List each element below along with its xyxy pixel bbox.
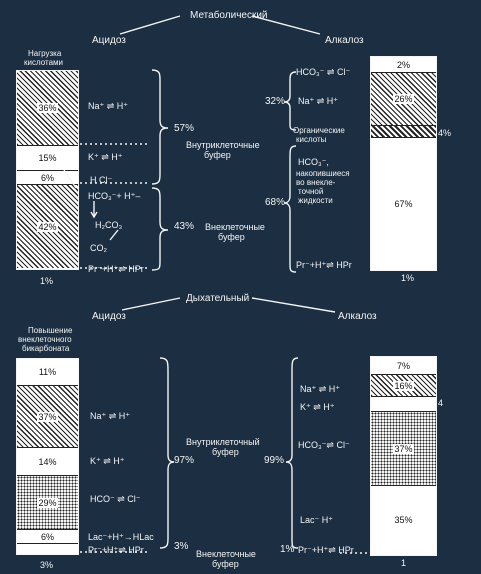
metabolic-left-bottom-percent: 1% [40, 276, 54, 286]
bar-segment: 37% [17, 385, 78, 447]
metabolic-extracellular-label-2: буфер [218, 232, 245, 242]
resp-reaction-na-h: Na⁺ ⇌ H⁺ [90, 411, 131, 421]
hco3-accum-label-1: HCO₃⁻, [298, 157, 329, 167]
metabolic-intracellular-brace [152, 70, 168, 184]
reaction-na-h-alk: Na⁺ ⇌ H⁺ [298, 96, 339, 106]
reaction-k-h: K⁺ ⇌ H⁺ [88, 152, 123, 162]
resp-alk-reaction-pr-hpr: Pr⁻+H⁺⇌ HPr [298, 545, 354, 555]
bar-segment: 7% [371, 357, 436, 374]
bar-segment: 6% [17, 170, 78, 184]
pointer-line [64, 170, 76, 188]
metabolic-right-bottom-percent: 1% [401, 273, 415, 283]
bar-segment: 29% [17, 475, 78, 529]
respiratory-title: Дыхательный [186, 293, 250, 304]
reaction-na-h: Na⁺ ⇌ H⁺ [88, 101, 129, 111]
hco3-accum-label-2: накопившиеся [296, 169, 350, 178]
bar-segment: 35% [371, 485, 436, 554]
respiratory-alkalosis-label: Алкалоз [338, 311, 377, 322]
reaction-h2co3: H₂CO₃ [95, 220, 123, 230]
respiratory-alkalosis-connector [252, 298, 335, 312]
resp-alk-reaction-hco3-cl: HCO₃⁻⇌ Cl⁻ [298, 440, 350, 450]
metabolic-right-percent-32: 32% [265, 96, 286, 107]
resp-alk-reaction-k-h: K⁺ ⇌ H⁺ [300, 402, 335, 412]
respiratory-acidosis-label: Ацидоз [92, 311, 126, 322]
increase-label-3: бикарбоната [22, 344, 70, 353]
metabolic-intracellular-label-2: буфер [204, 150, 231, 160]
respiratory-left-bottom-percent: 3% [40, 560, 54, 570]
metabolic-intracellular-label-1: Внутриклеточные [186, 140, 260, 150]
resp-reaction-lac-hlac: Lac⁻+H⁺→HLac [88, 532, 154, 542]
bar-segment: 11% [17, 359, 78, 385]
reaction-hco3-cl: HCO₃⁻ ⇌ Cl⁻ [296, 67, 351, 77]
bar-segment: 14% [17, 447, 78, 475]
respiratory-intracellular-percent: 97% [174, 455, 195, 466]
respiratory-extracellular-label-2: буфер [212, 559, 239, 569]
arrow-diagonal [110, 230, 118, 240]
bar-segment: 26% [371, 72, 436, 125]
respiratory-right-brace [286, 358, 298, 548]
bar-segment: 37% [371, 411, 436, 485]
increase-label-2: внеклеточного [18, 335, 72, 344]
hco3-accum-label-4: точной [298, 187, 324, 196]
increase-label-1: Повышение [28, 326, 73, 335]
bar-segment: 15% [17, 145, 78, 170]
resp-alk-reaction-na-h: Na⁺ ⇌ H⁺ [300, 384, 341, 394]
metabolic-intracellular-percent: 57% [174, 123, 195, 134]
metabolic-alkalosis-label: Алкалоз [325, 35, 364, 46]
organic-acids-label-1: Органические [293, 126, 345, 135]
metabolic-alkalosis-connector [252, 16, 320, 34]
respiratory-right-percent-99: 99% [264, 455, 285, 466]
bar-segment: 36% [17, 71, 78, 145]
acid-load-label-2: кислотами [24, 58, 63, 67]
reaction-pr-hpr-alk: Pr⁻+H⁺⇌ HPr [296, 260, 352, 270]
respiratory-right-bottom-percent: 1 [401, 558, 407, 568]
bar-segment: 6% [17, 529, 78, 543]
hco3-accum-label-5: жидкости [298, 196, 333, 205]
resp-reaction-hco3-cl: HCO⁻ ⇌ Cl⁻ [90, 494, 141, 504]
respiratory-intracellular-label-1: Внутриклеточный [186, 437, 260, 447]
respiratory-extracellular-percent: 3% [174, 541, 189, 552]
metabolic-right-4-percent: 4% [438, 128, 452, 138]
respiratory-intracellular-label-2: буфер [212, 447, 239, 457]
metabolic-extracellular-brace [152, 188, 168, 270]
resp-reaction-pr-hpr: Pr⁻+H⁺⇌ HPr [88, 545, 144, 555]
reaction-h-cl: H Cl⁻ [90, 175, 113, 185]
respiratory-extracellular-label-1: Внеклеточные [196, 549, 256, 559]
bar-segment: 67% [371, 137, 436, 269]
bar-segment: 16% [371, 374, 436, 396]
metabolic-acidosis-label: Ацидоз [92, 35, 126, 46]
acid-load-label-1: Нагрузка [28, 49, 62, 58]
metabolic-right-lower-brace [284, 146, 296, 272]
bar-segment: 42% [17, 184, 78, 268]
reaction-pr-hpr: Pr⁻+H⁺⇌ HPr [88, 264, 144, 274]
metabolic-acidosis-connector [120, 16, 180, 34]
hco3-accum-label-3: во внекле- [296, 178, 336, 187]
metabolic-title: Метаболический [190, 10, 268, 21]
respiratory-right-percent-1: 1% [280, 544, 295, 555]
respiratory-intracellular-brace [160, 358, 174, 548]
reaction-co2: CO₂ [90, 243, 107, 253]
resp-alk-reaction-lac-h: Lac⁻ H⁺ [300, 515, 334, 525]
bar-segment: 2% [371, 57, 436, 72]
reaction-hco3-h: HCO₃⁻+ H⁺– [88, 191, 141, 201]
metabolic-extracellular-percent: 43% [174, 221, 195, 232]
metabolic-right-percent-68: 68% [265, 197, 286, 208]
metabolic-right-upper-brace [284, 72, 296, 130]
organic-acids-label-2: кислоты [296, 135, 327, 144]
resp-reaction-k-h: K⁺ ⇌ H⁺ [90, 456, 125, 466]
respiratory-acidosis-connector [122, 298, 180, 310]
metabolic-extracellular-label-1: Внеклеточные [205, 222, 265, 232]
respiratory-right-4-percent: 4 [438, 398, 444, 408]
